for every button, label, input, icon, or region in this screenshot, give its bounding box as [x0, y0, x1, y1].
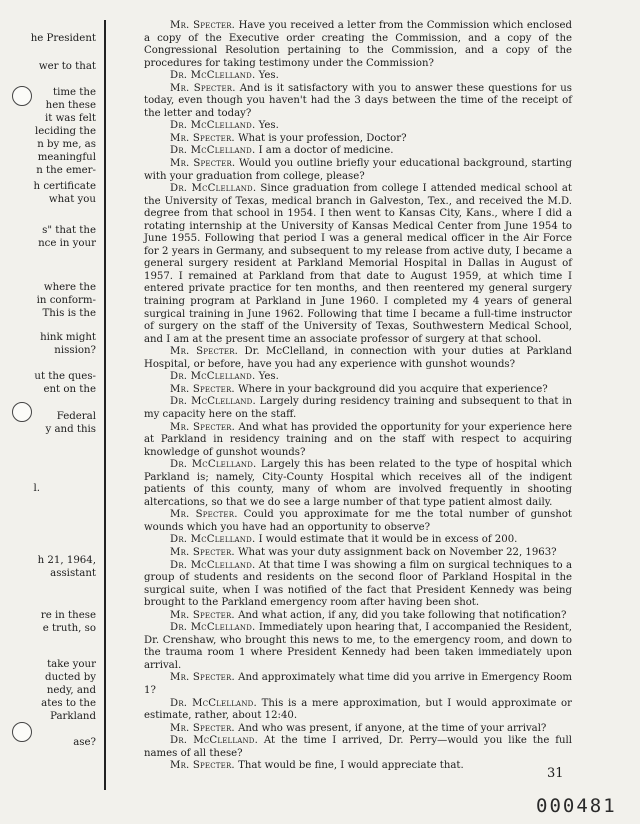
speaker-text: And what action, if any, did you take following that notification?	[238, 609, 567, 621]
speaker-label: Dr. McClelland.	[170, 459, 257, 471]
binder-hole-icon	[12, 402, 32, 422]
margin-fragment: e truth, so	[42, 623, 96, 634]
speaker-text: And is it satisfactory with you to answer these questions for us today, even though you haven't had the 3 days between the time of the receipt of the letter and today?	[144, 82, 572, 119]
testimony-paragraph	[144, 459, 572, 509]
testimony-paragraph	[144, 735, 572, 760]
testimony-paragraph	[144, 760, 572, 773]
margin-fragment: n the emer-	[36, 165, 96, 176]
speaker-text: Have you received a letter from the Commission which enclosed a copy of the Executive order creating the Commission, and a copy of the Congressional Resolution pertaining to the Commission, and a copy of the procedures for taking testimony under the Commission?	[144, 20, 573, 69]
testimony-paragraph	[144, 183, 572, 346]
speaker-label: Mr. Specter.	[170, 421, 236, 433]
margin-fragment: s" that the	[42, 225, 96, 236]
margin-fragment: hen these	[45, 100, 96, 111]
speaker-text: And who was present, if anyone, at the time of your arrival?	[238, 722, 547, 734]
speaker-label: Mr. Specter.	[170, 609, 235, 621]
speaker-label: Dr. McClelland.	[170, 735, 259, 747]
testimony-paragraph	[144, 672, 572, 697]
testimony-paragraph	[144, 396, 572, 421]
speaker-label: Dr. McClelland.	[170, 371, 256, 383]
speaker-label: Dr. McClelland.	[170, 145, 256, 157]
speaker-label: Mr. Specter.	[170, 672, 235, 684]
testimony-paragraph	[144, 384, 572, 397]
margin-fragment: nedy, and	[46, 685, 96, 696]
margin-fragment: nission?	[54, 345, 96, 356]
margin-fragment: Federal	[56, 411, 96, 422]
margin-fragment: ates to the	[41, 698, 96, 709]
testimony-paragraph	[144, 120, 572, 133]
speaker-label: Dr. McClelland.	[170, 120, 256, 132]
speaker-text: I am a doctor of medicine.	[258, 145, 394, 157]
margin-fragment: h 21, 1964,	[37, 555, 96, 566]
testimony-paragraph	[144, 145, 572, 158]
margin-fragment: wer to that	[38, 61, 96, 72]
document-stamp: 000481	[536, 795, 617, 817]
speaker-label: Dr. McClelland.	[170, 559, 256, 571]
testimony-paragraph	[144, 698, 572, 723]
margin-fragment: Parkland	[50, 711, 96, 722]
speaker-text: And approximately what time did you arrive in Emergency Room 1?	[144, 672, 572, 696]
speaker-label: Mr. Specter.	[170, 132, 235, 144]
margin-fragment: in conform-	[36, 295, 96, 306]
speaker-text: Largely during residency training and subsequent to that in my capacity here on the staff.	[144, 396, 572, 420]
speaker-text: What was your duty assignment back on November 22, 1963?	[238, 546, 557, 558]
margin-fragment: ase?	[73, 737, 96, 748]
speaker-text: Immediately upon hearing that, I accompanied the Resident, Dr. Crenshaw, who brought this news to me, to the emergency room, and down to the trauma room 1 where President Kennedy had been taken immediately upon arrival.	[144, 622, 573, 671]
margin-fragment: nce in your	[38, 238, 96, 249]
speaker-text: Yes.	[258, 70, 279, 82]
speaker-label: Dr. McClelland.	[170, 697, 257, 709]
margin-fragment: meaningful	[37, 152, 96, 163]
speaker-label: Dr. McClelland.	[170, 396, 256, 408]
testimony-paragraph	[144, 547, 572, 560]
page-number: 31	[547, 766, 564, 781]
speaker-label: Dr. McClelland.	[170, 622, 256, 634]
margin-fragment: l.	[33, 483, 40, 494]
margin-fragment: hink might	[40, 332, 96, 343]
margin-fragment: what you	[48, 194, 96, 205]
margin-fragment: time the	[53, 87, 96, 98]
speaker-label: Mr. Specter.	[170, 82, 236, 94]
margin-fragment: h certificate	[33, 181, 96, 192]
speaker-text: Since graduation from college I attended medical school at the University of Texas, medical branch in Galveston, Tex., and received the M.D. degree from that school in 1954. I then went to Kansas City, Kans., where I did a rotating internship at the University of Kansas Medical Center from June 1954 to June 1955. Following that period I was a general medical officer in the Air Force for 2 years in Germany, and subsequent to my release from active duty, I became a general surgery resident at Parkland Memorial Hospital in Dallas in August of 1957. I remained at Parkland from that date to August 1959, at which time I entered private practice for ten months, and then reentered my general surgery training program at Parkland in June 1960. I completed my 4 years of general surgical training in June 1962. Following that time I became a full-time instructor of surgery on the staff of the University of Texas, Southwestern Medical School, and I am at the present time an associate professor of surgery at that school.	[144, 183, 572, 345]
speaker-text: And what has provided the opportunity for your experience here at Parkland in residency training and on the staff with respect to acquiring knowledge of gunshot wounds?	[144, 421, 573, 458]
margin-fragment: y and this	[45, 424, 96, 435]
speaker-label: Mr. Specter.	[170, 158, 236, 170]
margin-fragment: assistant	[50, 568, 96, 579]
margin-fragment: he President	[30, 33, 96, 44]
testimony-paragraph	[144, 70, 572, 83]
margin-fragment: leciding the	[34, 126, 96, 137]
speaker-label: Dr. McClelland.	[170, 183, 257, 195]
margin-fragment: ut the ques-	[34, 371, 96, 382]
testimony-paragraph	[144, 534, 572, 547]
speaker-label: Dr. McClelland.	[170, 534, 256, 546]
speaker-text: Yes.	[258, 371, 279, 383]
speaker-label: Mr. Specter.	[170, 722, 235, 734]
binder-hole-icon	[12, 86, 32, 106]
testimony-paragraph	[144, 610, 572, 623]
speaker-text: That would be fine, I would appreciate that.	[238, 760, 464, 772]
testimony-paragraph	[144, 560, 572, 610]
testimony-paragraph	[144, 83, 572, 121]
testimony-paragraph	[144, 422, 572, 460]
speaker-label: Dr. McClelland.	[170, 70, 256, 82]
speaker-text: Largely this has been related to the type of hospital which Parkland is; namely, City-County Hospital which receives all of the indigent patients of this county, many of whom are involved frequently in shooting altercations, so that we do see a large number of that type patient almost daily.	[144, 459, 572, 508]
speaker-text: Dr. McClelland, in connection with your duties at Parkland Hospital, or before, have you had any experience with gunshot wounds?	[144, 346, 573, 370]
speaker-text: I would estimate that it would be in excess of 200.	[258, 534, 518, 546]
margin-fragment: ducted by	[45, 672, 96, 683]
speaker-text: Where in your background did you acquire that experience?	[238, 383, 548, 395]
speaker-text: At the time I arrived, Dr. Perry—would you like the full names of all these?	[144, 735, 572, 759]
speaker-text: Could you approximate for me the total number of gunshot wounds which you have had an opportunity to observe?	[144, 509, 572, 533]
speaker-label: Mr. Specter.	[170, 509, 238, 521]
testimony-paragraph	[144, 346, 572, 371]
speaker-label: Mr. Specter.	[170, 383, 235, 395]
speaker-label: Mr. Specter.	[170, 20, 236, 31]
testimony-paragraph	[144, 622, 572, 672]
speaker-label: Mr. Specter.	[170, 546, 235, 558]
margin-fragment: n by me, as	[37, 139, 96, 150]
testimony-paragraph	[144, 20, 572, 70]
speaker-text: Yes.	[258, 120, 279, 132]
testimony-body	[144, 20, 572, 773]
margin-fragment: where the	[43, 282, 96, 293]
margin-fragment: ent on the	[43, 384, 96, 395]
margin-fragment: re in these	[40, 610, 96, 621]
binder-hole-icon	[12, 722, 32, 742]
speaker-label: Mr. Specter.	[170, 346, 239, 358]
speaker-text: Would you outline briefly your educational background, starting with your graduation from college, please?	[144, 158, 573, 182]
margin-fragment: This is the	[42, 308, 96, 319]
margin-fragment: take your	[47, 659, 96, 670]
testimony-paragraph	[144, 158, 572, 183]
page-gutter-divider	[104, 20, 106, 790]
speaker-label: Mr. Specter.	[170, 760, 235, 772]
speaker-text: What is your profession, Doctor?	[238, 132, 407, 144]
testimony-paragraph	[144, 509, 572, 534]
margin-fragment: it was felt	[44, 113, 96, 124]
testimony-paragraph	[144, 371, 572, 384]
speaker-text: At that time I was showing a film on surgical techniques to a group of students and residents on the second floor of Parkland Hospital in the surgical suite, when I was notified of the fact that President Kennedy was being brought to the Parkland emergency room after having been shot.	[144, 559, 572, 609]
testimony-paragraph	[144, 133, 572, 146]
testimony-paragraph	[144, 723, 572, 736]
speaker-text: This is a mere approximation, but I would approximate or estimate, rather, about 12:40.	[144, 697, 572, 722]
